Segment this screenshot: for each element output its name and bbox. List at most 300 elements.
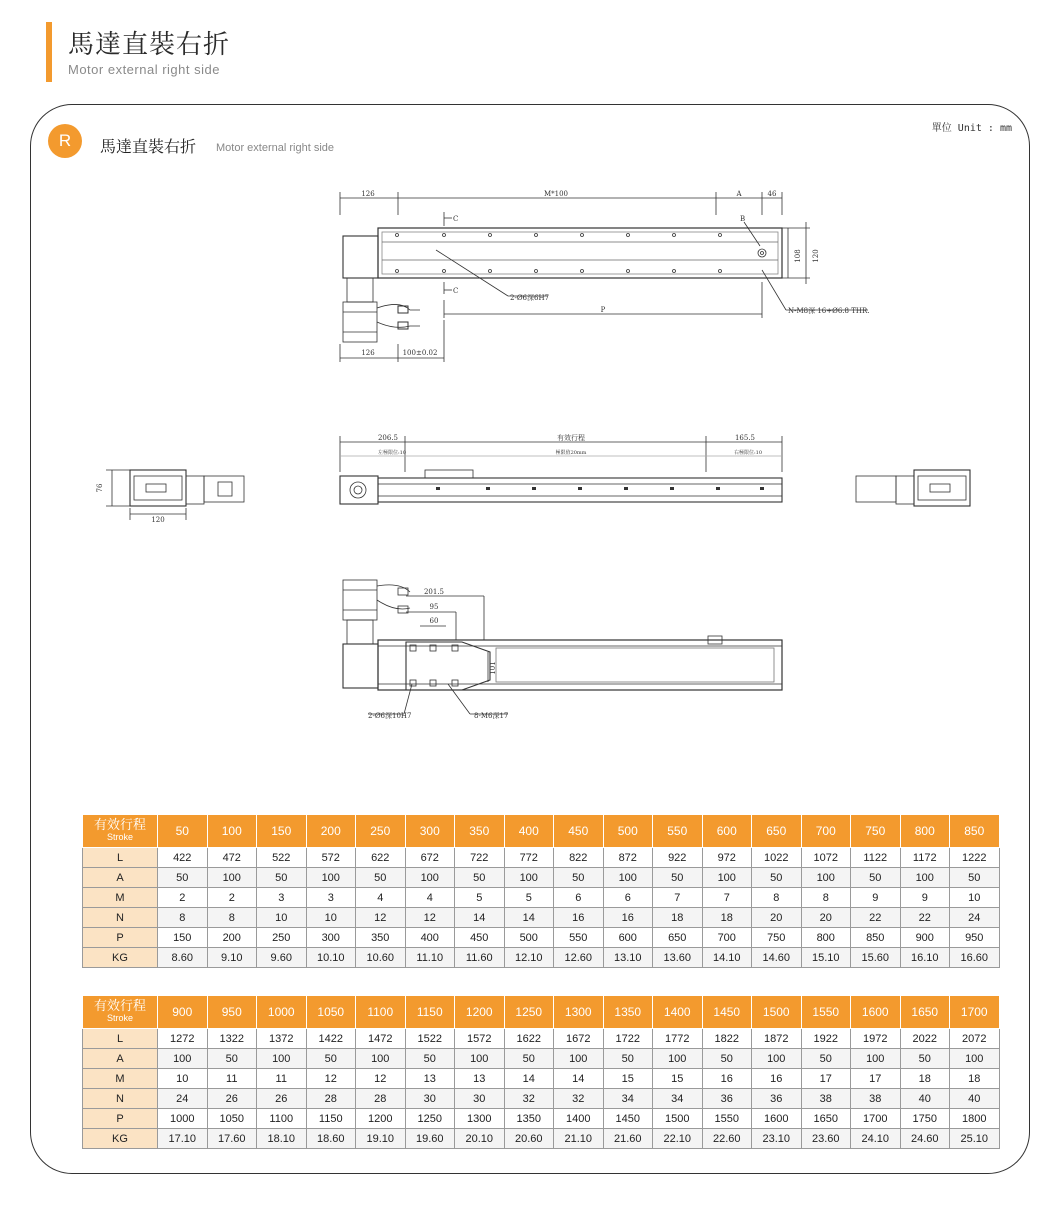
table-cell: 36: [752, 1089, 802, 1109]
table-row: [83, 888, 1000, 908]
table-cell: 1350: [504, 1109, 554, 1129]
spec-table-2: [82, 995, 1000, 1149]
section-subtitle: Motor external right side: [216, 142, 334, 154]
table-cell: 18.10: [257, 1129, 307, 1149]
table-cell: 20: [752, 908, 802, 928]
table-cell: 26: [257, 1089, 307, 1109]
table-cell: 40: [900, 1089, 950, 1109]
table-cell: 1600: [752, 1109, 802, 1129]
stroke-value-header: 550: [653, 815, 703, 848]
table-cell: 1372: [257, 1029, 307, 1049]
mark-c-top: C: [453, 215, 459, 223]
variant-badge: R: [48, 124, 82, 158]
callout-pins-top: 2-Ø6深6H7: [510, 294, 550, 302]
table-cell: 12.60: [554, 948, 604, 968]
mark-c-bottom: C: [453, 287, 459, 295]
table-row: [83, 908, 1000, 928]
table-cell: 300: [306, 928, 356, 948]
stroke-value-header: 250: [356, 815, 406, 848]
table-cell: 972: [702, 848, 752, 868]
table-cell: 100: [405, 868, 455, 888]
callout-holes-bottom: 8-M6深17: [474, 712, 509, 720]
stroke-value-header: 600: [702, 815, 752, 848]
dim-p: P: [600, 306, 606, 314]
table-cell: 16: [702, 1069, 752, 1089]
table-cell: 23.60: [801, 1129, 851, 1149]
table-cell: 11: [207, 1069, 257, 1089]
table-cell: 50: [900, 1049, 950, 1069]
table-cell: 1550: [702, 1109, 752, 1129]
stroke-value-header: 1150: [405, 996, 455, 1029]
table-cell: 50: [306, 1049, 356, 1069]
table-cell: 12: [356, 1069, 406, 1089]
table-cell: 4: [405, 888, 455, 908]
table-cell: 22.60: [702, 1129, 752, 1149]
table-cell: 1022: [752, 848, 802, 868]
table-cell: 11: [257, 1069, 307, 1089]
table-cell: 5: [504, 888, 554, 908]
stroke-value-header: 1250: [504, 996, 554, 1029]
table-cell: 19.60: [405, 1129, 455, 1149]
dim-stroke-limit: 極限值20mm: [555, 450, 587, 456]
dim-60: 60: [429, 617, 439, 625]
table-cell: 50: [603, 1049, 653, 1069]
table-cell: 14: [455, 908, 505, 928]
table-cell: 18: [950, 1069, 1000, 1089]
table-cell: 522: [257, 848, 307, 868]
stroke-value-header: 1000: [257, 996, 307, 1029]
table-cell: 38: [801, 1089, 851, 1109]
table-cell: 100: [356, 1049, 406, 1069]
table-cell: 50: [801, 1049, 851, 1069]
stroke-value-header: 700: [801, 815, 851, 848]
table-cell: 1472: [356, 1029, 406, 1049]
table-cell: 30: [455, 1089, 505, 1109]
table-cell: 1622: [504, 1029, 554, 1049]
table-cell: 1100: [257, 1109, 307, 1129]
table-cell: 850: [851, 928, 901, 948]
table-cell: 16: [603, 908, 653, 928]
table-cell: 23.10: [752, 1129, 802, 1149]
table-cell: 50: [554, 868, 604, 888]
dim-46: 46: [767, 190, 777, 198]
row-label: N: [83, 908, 158, 928]
stroke-header-en: Stroke: [106, 832, 133, 843]
stroke-value-header: 1350: [603, 996, 653, 1029]
table-cell: 722: [455, 848, 505, 868]
row-label: KG: [83, 1129, 158, 1149]
table-cell: 100: [752, 1049, 802, 1069]
table-cell: 1222: [950, 848, 1000, 868]
table-cell: 100: [306, 868, 356, 888]
spec-table-1: [82, 814, 1000, 968]
table-cell: 17: [801, 1069, 851, 1089]
table-cell: 24.10: [851, 1129, 901, 1149]
table-cell: 1050: [207, 1109, 257, 1129]
table-cell: 900: [900, 928, 950, 948]
stroke-value-header: 1400: [653, 996, 703, 1029]
stroke-header-cn: 有效行程: [93, 818, 146, 834]
table-cell: 250: [257, 928, 307, 948]
row-label: L: [83, 1029, 158, 1049]
table-cell: 1700: [851, 1109, 901, 1129]
table-cell: 13.10: [603, 948, 653, 968]
table-cell: 100: [851, 1049, 901, 1069]
table-cell: 572: [306, 848, 356, 868]
table-cell: 1150: [306, 1109, 356, 1129]
row-label: M: [83, 1069, 158, 1089]
table-cell: 550: [554, 928, 604, 948]
table-cell: 8: [207, 908, 257, 928]
row-label: KG: [83, 948, 158, 968]
table-cell: 400: [405, 928, 455, 948]
table-cell: 800: [801, 928, 851, 948]
table-cell: 20: [801, 908, 851, 928]
right-end-view: [856, 470, 970, 506]
table-cell: 14.10: [702, 948, 752, 968]
table-row: [83, 1109, 1000, 1129]
table-cell: 750: [752, 928, 802, 948]
dim-201-5: 201.5: [423, 588, 445, 596]
table-cell: 21.10: [554, 1129, 604, 1149]
table-cell: 872: [603, 848, 653, 868]
table-cell: 1672: [554, 1029, 604, 1049]
table-cell: 100: [158, 1049, 208, 1069]
stroke-value-header: 1650: [900, 996, 950, 1029]
table-cell: 11.10: [405, 948, 455, 968]
dim-165-5: 165.5: [734, 434, 756, 442]
table-cell: 600: [603, 928, 653, 948]
table-cell: 13: [405, 1069, 455, 1089]
stroke-value-header: 350: [455, 815, 505, 848]
table-cell: 40: [950, 1089, 1000, 1109]
dim-120-right: 120: [812, 249, 820, 263]
table-cell: 1400: [554, 1109, 604, 1129]
table-cell: 12.10: [504, 948, 554, 968]
table-cell: 13.60: [653, 948, 703, 968]
table-cell: 17.60: [207, 1129, 257, 1149]
table-cell: 1422: [306, 1029, 356, 1049]
table-cell: 4: [356, 888, 406, 908]
table-cell: 24: [158, 1089, 208, 1109]
table-cell: 1650: [801, 1109, 851, 1129]
table-cell: 22.10: [653, 1129, 703, 1149]
top-view: [340, 192, 868, 362]
table-cell: 24: [950, 908, 1000, 928]
table-cell: 8: [158, 908, 208, 928]
table-cell: 1822: [702, 1029, 752, 1049]
table-cell: 1072: [801, 848, 851, 868]
table-cell: 100: [603, 868, 653, 888]
table-cell: 22: [900, 908, 950, 928]
table-cell: 34: [603, 1089, 653, 1109]
table-cell: 16.60: [950, 948, 1000, 968]
table-cell: 30: [405, 1089, 455, 1109]
table-cell: 10: [158, 1069, 208, 1089]
dim-95: 95: [429, 603, 439, 611]
section-title: 馬達直裝右折: [100, 137, 197, 156]
stroke-value-header: 1100: [356, 996, 406, 1029]
table-cell: 2022: [900, 1029, 950, 1049]
stroke-value-header: 300: [405, 815, 455, 848]
table-cell: 100: [801, 868, 851, 888]
table-cell: 14.60: [752, 948, 802, 968]
table-cell: 700: [702, 928, 752, 948]
table-cell: 16: [554, 908, 604, 928]
table-cell: 50: [702, 1049, 752, 1069]
table-cell: 6: [554, 888, 604, 908]
dim-108: 108: [794, 249, 802, 263]
table-cell: 18: [702, 908, 752, 928]
table-cell: 28: [356, 1089, 406, 1109]
table-cell: 50: [653, 868, 703, 888]
table-cell: 1522: [405, 1029, 455, 1049]
row-label: P: [83, 928, 158, 948]
dim-126-top: 126: [361, 190, 375, 198]
table-cell: 32: [504, 1089, 554, 1109]
table-cell: 50: [851, 868, 901, 888]
table-cell: 10: [257, 908, 307, 928]
table-cell: 100: [207, 868, 257, 888]
row-label: P: [83, 1109, 158, 1129]
table-cell: 17: [851, 1069, 901, 1089]
table-cell: 100: [900, 868, 950, 888]
table-cell: 50: [405, 1049, 455, 1069]
table-cell: 2: [158, 888, 208, 908]
stroke-value-header: 1550: [801, 996, 851, 1029]
mark-b: B: [740, 215, 746, 223]
table-row: [83, 1029, 1000, 1049]
table-cell: 6: [603, 888, 653, 908]
stroke-value-header: 400: [504, 815, 554, 848]
table-cell: 50: [356, 868, 406, 888]
table-row: [83, 1049, 1000, 1069]
table-cell: 622: [356, 848, 406, 868]
table-cell: 1922: [801, 1029, 851, 1049]
table-cell: 1272: [158, 1029, 208, 1049]
table-cell: 14: [504, 908, 554, 928]
table-cell: 950: [950, 928, 1000, 948]
table-cell: 1300: [455, 1109, 505, 1129]
dim-a: A: [736, 190, 742, 198]
stroke-header-en: Stroke: [106, 1013, 133, 1024]
table-cell: 1772: [653, 1029, 703, 1049]
stroke-value-header: 500: [603, 815, 653, 848]
table-cell: 8.60: [158, 948, 208, 968]
stroke-value-header: 800: [900, 815, 950, 848]
stroke-value-header: 50: [158, 815, 208, 848]
table-cell: 32: [554, 1089, 604, 1109]
table-cell: 50: [950, 868, 1000, 888]
table-row: [83, 928, 1000, 948]
table-cell: 13: [455, 1069, 505, 1089]
table-cell: 100: [257, 1049, 307, 1069]
table-cell: 200: [207, 928, 257, 948]
table-cell: 100: [950, 1049, 1000, 1069]
table-cell: 9: [851, 888, 901, 908]
table-cell: 822: [554, 848, 604, 868]
table-cell: 1450: [603, 1109, 653, 1129]
table-cell: 50: [257, 868, 307, 888]
front-view: [340, 436, 782, 504]
row-label: N: [83, 1089, 158, 1109]
table-cell: 15.10: [801, 948, 851, 968]
dim-right-limit: 右極限位:10: [733, 450, 763, 456]
table-cell: 922: [653, 848, 703, 868]
table-cell: 8: [752, 888, 802, 908]
table-cell: 1800: [950, 1109, 1000, 1129]
table-row: [83, 848, 1000, 868]
table-cell: 10.10: [306, 948, 356, 968]
table-cell: 20.10: [455, 1129, 505, 1149]
table-cell: 500: [504, 928, 554, 948]
table-cell: 11.60: [455, 948, 505, 968]
table-cell: 14: [554, 1069, 604, 1089]
table-cell: 100: [455, 1049, 505, 1069]
stroke-header-cn: 有效行程: [93, 999, 146, 1015]
table-row: [83, 1069, 1000, 1089]
row-label: A: [83, 868, 158, 888]
stroke-value-header: 150: [257, 815, 307, 848]
table-cell: 7: [702, 888, 752, 908]
dim-left-limit: 左極限位:10: [377, 450, 407, 456]
table-header-row: [83, 815, 1000, 848]
table-cell: 7: [653, 888, 703, 908]
table-row: [83, 1129, 1000, 1149]
table-cell: 10: [950, 888, 1000, 908]
left-end-view: [106, 470, 244, 520]
table-cell: 17.10: [158, 1129, 208, 1149]
table-cell: 19.10: [356, 1129, 406, 1149]
table-cell: 450: [455, 928, 505, 948]
table-cell: 18.60: [306, 1129, 356, 1149]
table-cell: 15.60: [851, 948, 901, 968]
table-header-row: [83, 996, 1000, 1029]
table-cell: 100: [653, 1049, 703, 1069]
stroke-value-header: 1700: [950, 996, 1000, 1029]
row-label: L: [83, 848, 158, 868]
page-subtitle: Motor external right side: [68, 62, 220, 77]
table-cell: 16.10: [900, 948, 950, 968]
table-cell: 1972: [851, 1029, 901, 1049]
table-cell: 28: [306, 1089, 356, 1109]
stroke-value-header: 850: [950, 815, 1000, 848]
stroke-value-header: 100: [207, 815, 257, 848]
table-cell: 21.60: [603, 1129, 653, 1149]
callout-holes-top: N-M8深 16+Ø6.8 THR.: [788, 307, 870, 315]
table-cell: 1872: [752, 1029, 802, 1049]
table-cell: 12: [405, 908, 455, 928]
dim-126-bottom: 126: [361, 349, 375, 357]
table-cell: 34: [653, 1089, 703, 1109]
stroke-value-header: 1200: [455, 996, 505, 1029]
table-cell: 16: [752, 1069, 802, 1089]
table-cell: 1250: [405, 1109, 455, 1129]
table-cell: 10: [306, 908, 356, 928]
table-cell: 18: [653, 908, 703, 928]
table-cell: 9: [900, 888, 950, 908]
dim-100-tolerance: 100±0.02: [402, 349, 438, 357]
table-row: [83, 948, 1000, 968]
table-cell: 672: [405, 848, 455, 868]
dim-120-end: 120: [151, 516, 165, 524]
table-cell: 100: [504, 868, 554, 888]
row-label: M: [83, 888, 158, 908]
table-cell: 1572: [455, 1029, 505, 1049]
dim-stroke: 有效行程: [557, 434, 585, 442]
table-cell: 772: [504, 848, 554, 868]
table-cell: 1122: [851, 848, 901, 868]
table-cell: 9.10: [207, 948, 257, 968]
table-cell: 25.10: [950, 1129, 1000, 1149]
table-row: [83, 1089, 1000, 1109]
table-cell: 1200: [356, 1109, 406, 1129]
table-cell: 15: [603, 1069, 653, 1089]
stroke-value-header: 200: [306, 815, 356, 848]
stroke-value-header: 1450: [702, 996, 752, 1029]
table-cell: 10.60: [356, 948, 406, 968]
table-cell: 1000: [158, 1109, 208, 1129]
table-cell: 50: [752, 868, 802, 888]
table-cell: 472: [207, 848, 257, 868]
table-cell: 26: [207, 1089, 257, 1109]
stroke-value-header: 1500: [752, 996, 802, 1029]
table-cell: 1172: [900, 848, 950, 868]
table-cell: 9.60: [257, 948, 307, 968]
table-cell: 8: [801, 888, 851, 908]
dim-101: 101: [489, 661, 497, 675]
table-cell: 100: [554, 1049, 604, 1069]
table-cell: 50: [158, 868, 208, 888]
stroke-value-header: 1050: [306, 996, 356, 1029]
table-cell: 24.60: [900, 1129, 950, 1149]
stroke-value-header: 1600: [851, 996, 901, 1029]
table-cell: 38: [851, 1089, 901, 1109]
stroke-header-cell: [83, 815, 158, 848]
table-cell: 1722: [603, 1029, 653, 1049]
row-label: A: [83, 1049, 158, 1069]
table-cell: 2072: [950, 1029, 1000, 1049]
table-cell: 350: [356, 928, 406, 948]
stroke-value-header: 750: [851, 815, 901, 848]
table-cell: 422: [158, 848, 208, 868]
table-cell: 50: [207, 1049, 257, 1069]
stroke-value-header: 650: [752, 815, 802, 848]
dim-m100: M*100: [543, 190, 569, 198]
table-cell: 12: [306, 1069, 356, 1089]
dim-206-5: 206.5: [377, 434, 399, 442]
table-row: [83, 868, 1000, 888]
callout-pins-bottom: 2-Ø6深10H7: [368, 712, 412, 720]
table-cell: 1322: [207, 1029, 257, 1049]
stroke-header-cell: [83, 996, 158, 1029]
table-cell: 1500: [653, 1109, 703, 1129]
table-cell: 20.60: [504, 1129, 554, 1149]
table-cell: 650: [653, 928, 703, 948]
unit-label: 單位 Unit : mm: [931, 123, 1012, 134]
table-cell: 18: [900, 1069, 950, 1089]
table-cell: 22: [851, 908, 901, 928]
table-cell: 36: [702, 1089, 752, 1109]
table-cell: 5: [455, 888, 505, 908]
table-cell: 12: [356, 908, 406, 928]
table-cell: 150: [158, 928, 208, 948]
stroke-value-header: 1300: [554, 996, 604, 1029]
table-cell: 2: [207, 888, 257, 908]
table-cell: 50: [455, 868, 505, 888]
table-cell: 15: [653, 1069, 703, 1089]
stroke-value-header: 950: [207, 996, 257, 1029]
